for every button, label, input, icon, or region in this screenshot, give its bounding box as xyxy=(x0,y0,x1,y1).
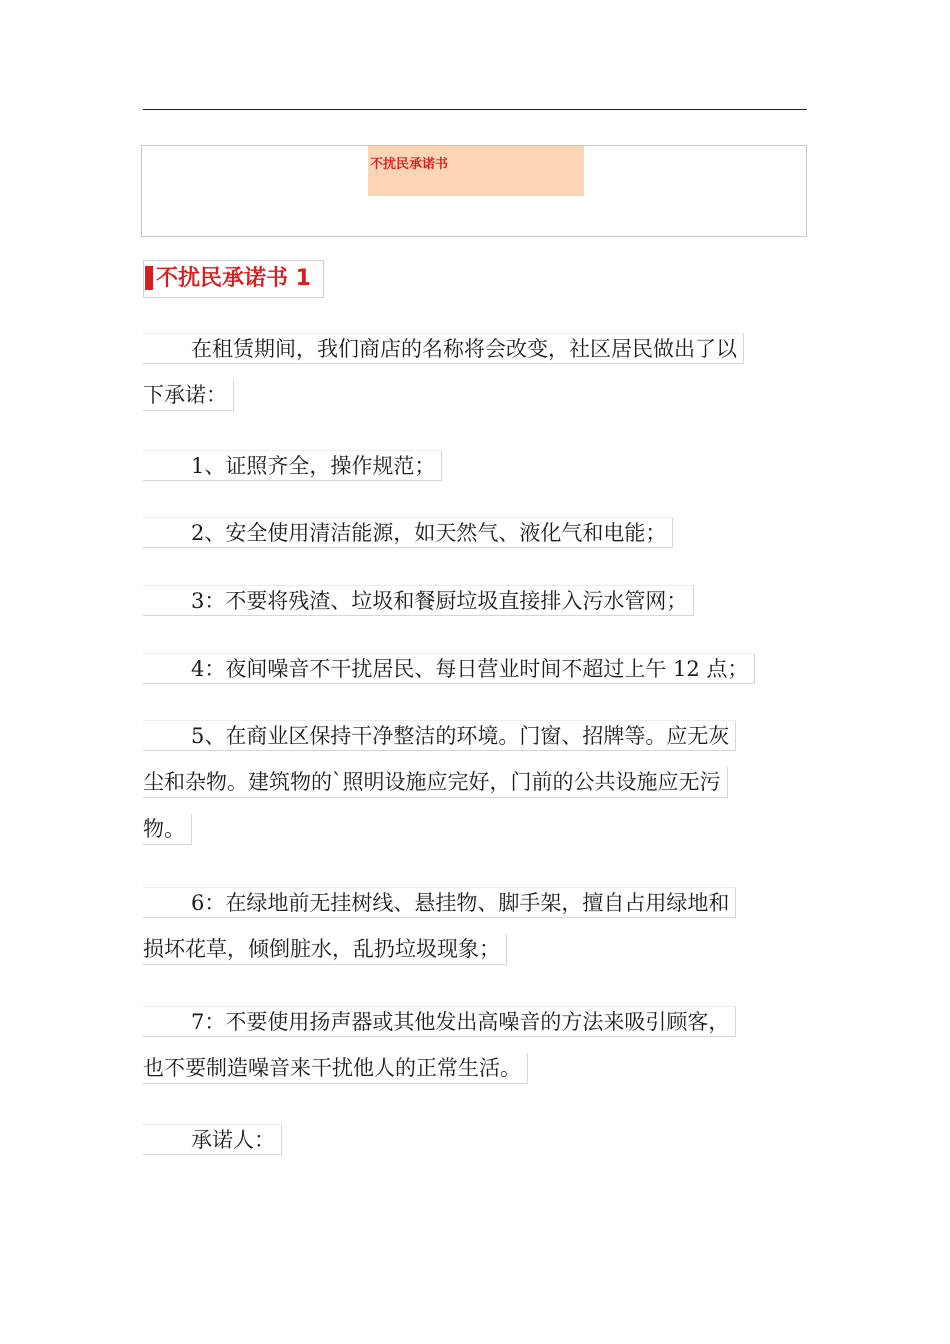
paragraph-line: 损坏花草，倾倒脏水，乱扔垃圾现象； xyxy=(143,934,507,965)
header-tag: 不扰民承诺书 xyxy=(368,146,584,196)
paragraph-line: 2、安全使用清洁能源，如天然气、液化气和电能； xyxy=(143,517,673,548)
paragraph-item-1 xyxy=(143,450,442,499)
paragraph-item-7 xyxy=(143,1006,736,1102)
paragraph-item-3 xyxy=(143,585,694,634)
top-rule xyxy=(143,109,807,110)
paragraph-item-2 xyxy=(143,517,673,566)
paragraph-line: 3：不要将残渣、垃圾和餐厨垃圾直接排入污水管网； xyxy=(143,585,694,616)
paragraph-line: 在租赁期间，我们商店的名称将会改变，社区居民做出了以 xyxy=(143,333,744,364)
paragraph-line: 物。 xyxy=(143,814,192,845)
paragraph-line: 1、证照齐全，操作规范； xyxy=(143,450,442,481)
heading-text: 不扰民承诺书 1 xyxy=(156,266,311,291)
section-heading xyxy=(143,260,324,298)
paragraph-item-4 xyxy=(143,653,755,702)
paragraph-item-5 xyxy=(143,720,736,863)
paragraph-line: 4：夜间噪音不干扰居民、每日营业时间不超过上午 12 点； xyxy=(143,653,755,684)
heading-marker xyxy=(145,266,153,290)
paragraph-line: 下承诺： xyxy=(143,380,234,411)
paragraph-line: 尘和杂物。建筑物的`照明设施应完好，门前的公共设施应无污 xyxy=(143,767,728,798)
paragraph-line: 也不要制造噪音来干扰他人的正常生活。 xyxy=(143,1053,528,1084)
paragraph-item-6 xyxy=(143,887,736,983)
signer-label: 承诺人： xyxy=(143,1124,282,1155)
paragraph-line: 6：在绿地前无挂树线、悬挂物、脚手架，擅自占用绿地和 xyxy=(143,887,736,918)
paragraph-line: 5、在商业区保持干净整洁的环境。门窗、招牌等。应无灰 xyxy=(143,720,736,751)
paragraph-signer xyxy=(143,1124,282,1173)
paragraph-intro xyxy=(143,333,744,429)
header-box xyxy=(141,145,807,237)
paragraph-line: 7：不要使用扬声器或其他发出高噪音的方法来吸引顾客， xyxy=(143,1006,736,1037)
